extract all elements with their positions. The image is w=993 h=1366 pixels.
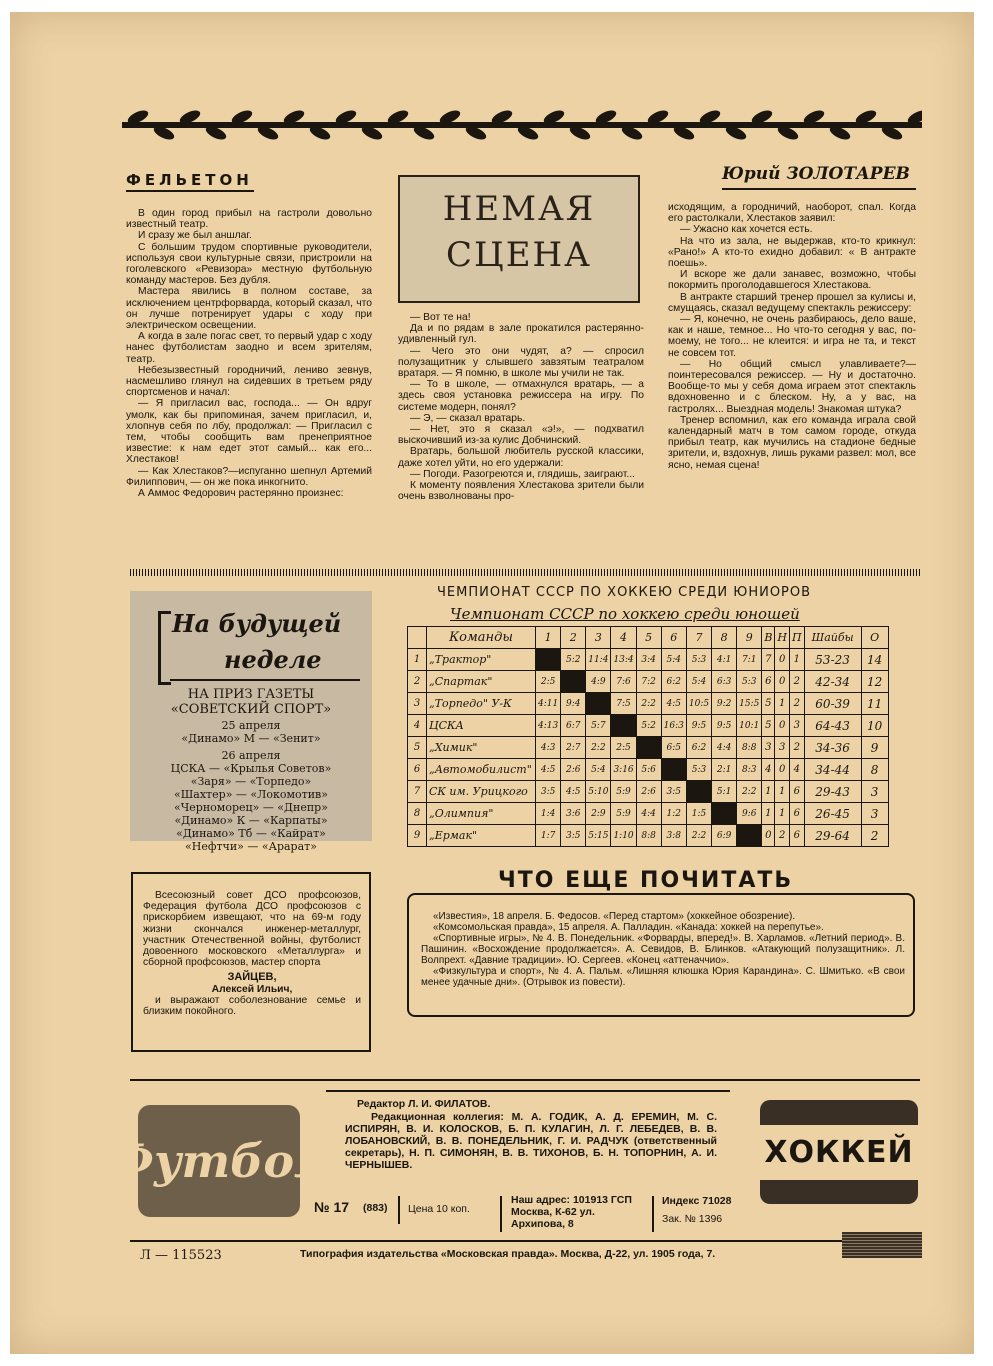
header-cell: 7 xyxy=(686,627,711,649)
table-cell: 6 xyxy=(408,759,427,781)
article-column-2 xyxy=(398,312,644,502)
header-cell: Команды xyxy=(427,627,536,649)
table-cell: 6:2 xyxy=(686,737,711,759)
table-cell: 8 xyxy=(861,759,888,781)
imprint-divider-1 xyxy=(398,1196,400,1224)
table-cell: 4:13 xyxy=(536,715,561,737)
table-cell: 2:6 xyxy=(561,759,586,781)
table-cell: 16:3 xyxy=(661,715,686,737)
football-logo: Футбол xyxy=(138,1105,300,1217)
table-cell: 3 xyxy=(861,781,888,803)
table-cell: 11 xyxy=(861,693,888,715)
header-cell: 6 xyxy=(661,627,686,649)
table-row xyxy=(408,715,889,737)
table-cell: 6:7 xyxy=(561,715,586,737)
table-cell: „Химик" xyxy=(427,737,536,759)
paragraph: исходящим, а городничий, наоборот, спал. Когда его растолкали, Хлестаков заявил: xyxy=(668,202,916,225)
table-cell: 5:2 xyxy=(561,649,586,671)
paragraph: — Я пригласил вас, господа... — Он вдруг умолк, как бы припоминая, зачем пригласил, и, хлопнув себя по лбу, продолжал: — Пригласил с тем, чтобы сообщить вам пренеприятное известие: к нам едет этот самый... как его... Хлестаков! xyxy=(126,398,372,466)
game-2-7: «Нефтчи» — «Арарат» xyxy=(185,840,317,853)
table-cell: 4:1 xyxy=(712,649,737,671)
table-cell: 7:6 xyxy=(611,671,636,693)
table-cell: 10 xyxy=(861,715,888,737)
header-cell: 5 xyxy=(636,627,661,649)
table-cell: 2:2 xyxy=(636,693,661,715)
table-cell: 2:5 xyxy=(611,737,636,759)
dotted-divider xyxy=(130,569,920,576)
table-cell: 5:3 xyxy=(686,759,711,781)
game-2-6: «Динамо» Тб — «Кайрат» xyxy=(176,827,326,840)
table-cell: 5:15 xyxy=(586,825,611,847)
paragraph: В антракте старший тренер прошел за кулисы и, смущаясь, сказал ведущему спектакль режиссеру: xyxy=(668,291,916,314)
table-cell: 1:2 xyxy=(661,803,686,825)
table-cell: 11:4 xyxy=(586,649,611,671)
paragraph: — Я, конечно, не очень разбираюсь, дело ваше, как и наше, темное... Но что-то сегодня у вас, по-моему, не того... не клеится: и игра не та, и текст не совсем тот. xyxy=(668,314,916,359)
reading-item: «Спортивные игры», № 4. В. Понедельник. «Форварды, вперед!». В. Харламов. «Летний период». В. Пашинин. «Восхождение продолжается». А. Севидов, В. Блинков. «Атакующий полузащитник». Л. Волпрехт. «Давние традиции». Ю. Сергеев. «Конец «аттеначчио». xyxy=(421,933,905,966)
table-cell: 6 xyxy=(762,671,775,693)
table-cell: 5 xyxy=(762,715,775,737)
table-cell: 1:4 xyxy=(536,803,561,825)
table-cell: 1 xyxy=(775,693,790,715)
table-cell: 8:3 xyxy=(737,759,762,781)
table-row xyxy=(408,781,889,803)
imprint-editor: Редактор Л. И. ФИЛАТОВ. xyxy=(357,1098,491,1110)
table-cell: 15:5 xyxy=(737,693,762,715)
table-cell: 0 xyxy=(775,759,790,781)
table-cell: 1 xyxy=(790,649,805,671)
table-cell: 5 xyxy=(762,693,775,715)
table-cell: 13:4 xyxy=(611,649,636,671)
paragraph: — Вот те на! xyxy=(410,312,471,323)
article-title-line1: НЕМАЯ xyxy=(442,189,596,229)
table-cell: 10:5 xyxy=(686,693,711,715)
game-2-4: «Черноморец» — «Днепр» xyxy=(174,801,328,814)
paragraph: С большим трудом спортивные руководители, используя свои культурные связи, пристроили на гоголевского «Ревизора» местную футбольную команду мастеров. Без дубля. xyxy=(126,241,372,287)
table-cell: 3 xyxy=(762,737,775,759)
table-cell: 1 xyxy=(775,781,790,803)
paragraph: — Чего это они чудят, а? — спросил полузащитник у слывшего завзятым театралом вратаря. — Я помню, в школе мы учили не так. xyxy=(398,345,644,380)
issue-price: Цена 10 коп. xyxy=(408,1203,470,1215)
table-cell: 5:10 xyxy=(586,781,611,803)
game-2-1: ЦСКА — «Крылья Советов» xyxy=(170,762,332,775)
table-cell: 7:1 xyxy=(737,649,762,671)
imprint-rule-top xyxy=(130,1079,920,1081)
table-cell: 2 xyxy=(790,737,805,759)
table-cell: 3:5 xyxy=(536,781,561,803)
game-2-3: «Шахтер» — «Локомотив» xyxy=(174,788,328,801)
paragraph: К моменту появления Хлестакова зрители были очень взволнованы про- xyxy=(398,480,644,503)
table-cell: 5:4 xyxy=(686,671,711,693)
table-cell: 2:9 xyxy=(586,803,611,825)
table-cell: 1 xyxy=(762,781,775,803)
table-cell: 4:5 xyxy=(661,693,686,715)
table-cell: 34-44 xyxy=(804,759,861,781)
table-cell: 9:5 xyxy=(712,715,737,737)
table-row xyxy=(408,693,889,715)
table-row xyxy=(408,803,889,825)
table-cell: „Трактор" xyxy=(427,649,536,671)
table-cell: 29-43 xyxy=(804,781,861,803)
obituary-name-2: Алексей Ильич, xyxy=(211,983,293,995)
print-code: Л — 115523 xyxy=(140,1248,222,1263)
date-2: 26 апреля xyxy=(221,749,281,762)
table-row xyxy=(408,759,889,781)
standings-table xyxy=(407,626,889,847)
table-cell: 3:4 xyxy=(636,649,661,671)
imprint-box-top xyxy=(326,1090,730,1092)
table-cell xyxy=(536,649,561,671)
reading-box xyxy=(407,893,915,1017)
next-week-logo-line2: неделе xyxy=(224,645,322,674)
article-title-box xyxy=(398,175,640,303)
table-cell: 2 xyxy=(790,693,805,715)
table-cell: 2 xyxy=(408,671,427,693)
game-2-5: «Динамо» К — «Карпаты» xyxy=(174,814,328,827)
table-cell: 2:2 xyxy=(737,781,762,803)
paragraph: Тренер вспомнил, как его команда играла свой календарный матч в том самом городе, откуда прибыл театр, как мучились на стадионе бедные зрители, и, вздохнув, лишь руками развел: мол, все ясно, немая сцена! xyxy=(668,414,917,471)
table-cell: 5:4 xyxy=(661,649,686,671)
obituary-closing: и выражают соболезнование семье и близким покойного. xyxy=(143,994,361,1018)
imprint-divider-3 xyxy=(652,1196,654,1232)
table-cell: 0 xyxy=(775,671,790,693)
header-cell xyxy=(408,627,427,649)
paragraph: — То в школе, — отмахнулся вратарь, — а здесь своя установка режиссера на игру. По системе модерн, понял? xyxy=(398,379,644,413)
table-cell: „Автомобилист" xyxy=(427,759,536,781)
table-cell: 34-36 xyxy=(804,737,861,759)
table-row xyxy=(408,649,889,671)
table-cell: 14 xyxy=(861,649,888,671)
paragraph: Мастера явились в полном составе, за исключением центрфорварда, который сказал, что он лучше потренирует удары с ходу при электрическом освещении. xyxy=(126,286,372,332)
table-header-row xyxy=(408,627,889,649)
table-cell: 9:4 xyxy=(561,693,586,715)
table-cell: 5:1 xyxy=(712,781,737,803)
reading-list xyxy=(421,911,905,988)
table-cell: 9:5 xyxy=(686,715,711,737)
paragraph: В один город прибыл на гастроли довольно известный театр. xyxy=(126,208,372,231)
table-cell: 2:2 xyxy=(586,737,611,759)
reading-title: ЧТО ЕЩЕ ПОЧИТАТЬ xyxy=(492,868,799,893)
paragraph: — Как Хлестаков?—испуганно шепнул Артемий Филиппович, — он же пока инкогнито. xyxy=(126,465,372,488)
table-row xyxy=(408,825,889,847)
table-cell: 4:11 xyxy=(536,693,561,715)
table-cell: СК им. Урицкого xyxy=(427,781,536,803)
table-cell: 2 xyxy=(775,825,790,847)
author-name: Юрий ЗОЛОТАРЕВ xyxy=(722,164,910,184)
table-cell xyxy=(712,803,737,825)
header-cell: 9 xyxy=(737,627,762,649)
editorial-address: Наш адрес: 101913 ГСП Москва, К-62 ул. Архипова, 8 xyxy=(511,1194,632,1230)
table-cell: 6 xyxy=(790,825,805,847)
table-cell: 9:2 xyxy=(712,693,737,715)
imprint-rule-bottom xyxy=(130,1240,920,1242)
ornament-border xyxy=(122,108,922,142)
table-cell: 3:6 xyxy=(561,803,586,825)
paragraph: — Нет, это я сказал «э!», — подхватил выскочивший из-за кулис Добчинский. xyxy=(398,424,644,447)
table-cell: 1 xyxy=(775,803,790,825)
table-cell xyxy=(636,737,661,759)
table-cell: 3:8 xyxy=(661,825,686,847)
table-cell: 7 xyxy=(762,649,775,671)
paragraph: — Э, — сказал вратарь. xyxy=(410,412,526,424)
table-row xyxy=(408,671,889,693)
table-cell: 8 xyxy=(408,803,427,825)
table-cell: „Торпедо" У-К xyxy=(427,693,536,715)
table-cell: 2:2 xyxy=(686,825,711,847)
obituary-text: Всесоюзный совет ДСО профсоюзов, Федерация футбола ДСО профсоюзов с прискорбием извещают, что на 69-м году жизни скончался инженер-металлург, участник Отечественной войны, футболист довоенного московского «Металлурга» и сборной профсоюзов, мастер спорта xyxy=(143,890,361,969)
imprint-divider-2 xyxy=(500,1196,502,1232)
table-cell: 26-45 xyxy=(804,803,861,825)
table-cell: 1:7 xyxy=(536,825,561,847)
table-cell xyxy=(686,781,711,803)
next-week-logo-bracket xyxy=(158,611,171,685)
subscription-index: Индекс 71028 xyxy=(662,1195,732,1207)
table-cell: 8:8 xyxy=(636,825,661,847)
hockey-logo-text: ХОККЕЙ xyxy=(756,1125,921,1180)
paragraph: — Но общий смысл улавливаете?— поинтересовался режиссер. — Ну и достаточно. Вообще-то мы у себя дома играем этот спектакль вдохновенно и с блеском. Ну, а у вас, на гастролях... Выездная модель! Знакомая штука? xyxy=(668,358,916,415)
table-cell: 2 xyxy=(790,671,805,693)
table-cell: 6:2 xyxy=(661,671,686,693)
table-cell: 4 xyxy=(790,759,805,781)
table-cell: 3:5 xyxy=(661,781,686,803)
paragraph: И сразу же был аншлаг. xyxy=(138,230,252,242)
table-cell xyxy=(611,715,636,737)
printer-line: Типография издательства «Московская правда». Москва, Д-22, ул. 1905 года, 7. xyxy=(300,1248,716,1260)
table-cell: 4:5 xyxy=(536,759,561,781)
table-cell: 5:4 xyxy=(586,759,611,781)
table-cell: 2:5 xyxy=(536,671,561,693)
rubric-underline xyxy=(126,190,254,192)
obituary-name-1: ЗАЙЦЕВ, xyxy=(227,971,277,984)
registration-mark xyxy=(842,1232,922,1258)
table-cell: 4 xyxy=(762,759,775,781)
prize-heading-2: «СОВЕТСКИЙ СПОРТ» xyxy=(170,702,332,717)
table-cell: 5:3 xyxy=(737,671,762,693)
header-cell: В xyxy=(762,627,775,649)
paragraph: На что из зала, не выдержав, кто-то крикнул: «Рано!» А кто-то ехидно добавил: « В антракте поешь». xyxy=(668,235,916,270)
next-week-logo-line1: На будущей xyxy=(172,609,342,638)
table-cell: 6:9 xyxy=(712,825,737,847)
table-cell: 5:7 xyxy=(586,715,611,737)
header-cell: 1 xyxy=(536,627,561,649)
paragraph: И вскоре же дали занавес, возможно, чтобы покормить проголодавшегося Хлестакова. xyxy=(668,269,916,292)
table-cell: 2 xyxy=(861,825,888,847)
paragraph: А Аммос Федорович растерянно произнес: xyxy=(138,488,344,500)
article-title-line2: СЦЕНА xyxy=(446,235,592,275)
table-cell: 3 xyxy=(408,693,427,715)
table-cell: 6 xyxy=(790,781,805,803)
table-cell: 7:5 xyxy=(611,693,636,715)
table-cell: 8:8 xyxy=(737,737,762,759)
table-cell xyxy=(586,693,611,715)
header-cell: П xyxy=(790,627,805,649)
game-2-2: «Заря» — «Торпедо» xyxy=(190,775,312,788)
table-cell: 3 xyxy=(775,737,790,759)
table-cell: 64-43 xyxy=(804,715,861,737)
table-cell: 3 xyxy=(790,715,805,737)
table-cell: ЦСКА xyxy=(427,715,536,737)
paragraph: Вратарь, большой любитель русской классики, даже хотел уйти, но его удержали: xyxy=(398,446,644,469)
issue-number: № 17 xyxy=(314,1199,350,1215)
header-cell: Н xyxy=(775,627,790,649)
imprint-board: Редакционная коллегия: М. А. ГОДИК, А. Д. ЕРЕМИН, М. С. ИСПИРЯН, В. И. КОЛОСКОВ, Б. П. КУЛАГИН, Л. Г. ЛЕБЕДЕВ, В. В. ЛОБАНОВСКИЙ, В. В. ПОНЕДЕЛЬНИК, Г. И. РАДЧУК (ответственный секретарь), Н. П. СИМОНЯН, В. В. ТИХОНОВ, Б. Н. ТОПОРНИН, А. И. ЧЕРНЫШЕВ. xyxy=(345,1111,717,1171)
table-cell: 29-64 xyxy=(804,825,861,847)
header-cell: 3 xyxy=(586,627,611,649)
order-number: Зак. № 1396 xyxy=(662,1213,723,1225)
table-cell: 7 xyxy=(408,781,427,803)
table-cell: 12 xyxy=(861,671,888,693)
table-cell: „Ермак" xyxy=(427,825,536,847)
header-cell: 4 xyxy=(611,627,636,649)
next-week-box xyxy=(130,591,372,853)
table-cell xyxy=(661,759,686,781)
table-cell: 5:9 xyxy=(611,803,636,825)
table-cell: „Олимпия" xyxy=(427,803,536,825)
paragraph: Небезызвестный городничий, лениво зевнув, насмешливо глянул на сидевших в третьем ряду спортсменов и начал: xyxy=(126,364,372,399)
hockey-logo xyxy=(760,1100,918,1204)
article-column-1 xyxy=(126,208,372,499)
header-cell: О xyxy=(861,627,888,649)
reading-item: «Известия», 18 апреля. Б. Федосов. «Перед стартом» (хоккейное обозрение). xyxy=(433,911,796,922)
table-cell: 4 xyxy=(408,715,427,737)
table-cell: 6:5 xyxy=(661,737,686,759)
table-cell: 42-34 xyxy=(804,671,861,693)
table-cell: 5:6 xyxy=(636,759,661,781)
table-cell: 4:9 xyxy=(586,671,611,693)
table-cell: 1 xyxy=(408,649,427,671)
table-cell: 6 xyxy=(790,803,805,825)
table-cell: 4:3 xyxy=(536,737,561,759)
table-cell xyxy=(737,825,762,847)
table-cell: 5 xyxy=(408,737,427,759)
table-cell: 53-23 xyxy=(804,649,861,671)
next-week-logo-rule xyxy=(170,679,360,681)
rubric-label: ФЕЛЬЕТОН xyxy=(126,171,253,189)
prize-heading-1: НА ПРИЗ ГАЗЕТЫ xyxy=(187,687,315,702)
table-cell: 0 xyxy=(775,649,790,671)
article-column-3 xyxy=(668,202,916,471)
table-cell: 9:6 xyxy=(737,803,762,825)
table-cell: 1:5 xyxy=(686,803,711,825)
table-cell: 2:7 xyxy=(561,737,586,759)
hockey-table-title: ЧЕМПИОНАТ СССР ПО ХОККЕЮ СРЕДИ ЮНИОРОВ xyxy=(437,585,812,600)
table-cell: 1 xyxy=(762,803,775,825)
obituary-box xyxy=(131,872,371,1052)
reading-item: «Физкультура и спорт», № 4. А. Пальм. «Лишняя клюшка Юрия Карандина». С. Шмитько. «В свои менее удачные дни». (Отрывок из повести). xyxy=(421,966,905,988)
paragraph: — Ужасно как хочется есть. xyxy=(680,224,813,236)
table-cell xyxy=(561,671,586,693)
table-cell: 5:2 xyxy=(636,715,661,737)
table-cell: 4:5 xyxy=(561,781,586,803)
table-cell: 60-39 xyxy=(804,693,861,715)
standings-table-wrap xyxy=(407,626,889,847)
header-cell: 2 xyxy=(561,627,586,649)
paragraph: — Погоди. Разогреются и, глядишь, заиграют... xyxy=(410,468,635,480)
table-cell: 5:3 xyxy=(686,649,711,671)
author-underline xyxy=(722,188,916,190)
table-cell: 3 xyxy=(861,803,888,825)
table-cell: 0 xyxy=(762,825,775,847)
table-cell: 9 xyxy=(408,825,427,847)
table-cell: 0 xyxy=(775,715,790,737)
table-cell: 2:6 xyxy=(636,781,661,803)
table-row xyxy=(408,737,889,759)
issue-total: (883) xyxy=(363,1202,388,1214)
table-cell: 3:5 xyxy=(561,825,586,847)
table-cell: „Спартак" xyxy=(427,671,536,693)
table-cell: 2:1 xyxy=(712,759,737,781)
table-cell: 6:3 xyxy=(712,671,737,693)
header-cell: Шайбы xyxy=(804,627,861,649)
table-cell: 10:1 xyxy=(737,715,762,737)
table-cell: 4:4 xyxy=(636,803,661,825)
game-1-1: «Динамо» М — «Зенит» xyxy=(181,732,321,745)
table-cell: 1:10 xyxy=(611,825,636,847)
table-cell: 4:4 xyxy=(712,737,737,759)
paragraph: Да и по рядам в зале прокатился растерянно-удивленный гул. xyxy=(398,323,644,346)
table-cell: 7:2 xyxy=(636,671,661,693)
table-cell: 3:16 xyxy=(611,759,636,781)
header-cell: 8 xyxy=(712,627,737,649)
reading-item: «Комсомольская правда», 15 апреля. А. Палладин. «Канада: хоккей на перепутье». xyxy=(433,922,824,933)
paragraph: А когда в зале погас свет, то первый удар с ходу нанес футболистам заодно и всем зрителям, театр. xyxy=(126,331,372,365)
table-cell: 9 xyxy=(861,737,888,759)
date-1: 25 апреля xyxy=(221,719,281,732)
hockey-table-subtitle: Чемпионат СССР по хоккею среди юношей xyxy=(450,605,800,623)
table-cell: 5:9 xyxy=(611,781,636,803)
